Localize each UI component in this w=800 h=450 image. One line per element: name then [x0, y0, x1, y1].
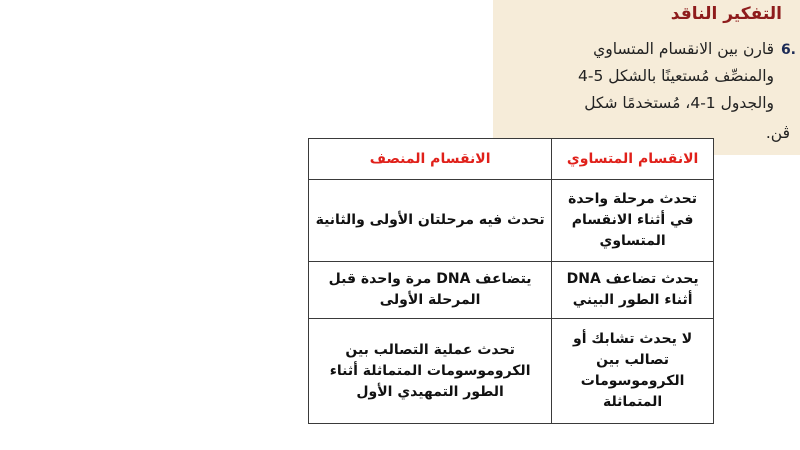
question-last-line: ڤن.	[765, 124, 790, 142]
cell-meiosis: تحدث فيه مرحلتان الأولى والثانية	[309, 180, 552, 262]
section-heading: التفكير الناقد	[670, 4, 782, 24]
table-row	[309, 262, 714, 319]
critical-thinking-box	[493, 0, 800, 155]
header-mitosis: الانقسام المتساوي	[552, 139, 714, 180]
comparison-table	[308, 138, 714, 424]
table-header-row	[309, 139, 714, 180]
question-text	[504, 36, 774, 117]
question-line: والمنصِّف مُستعينًا بالشكل 5-4	[577, 67, 774, 85]
table-row	[309, 319, 714, 424]
cell-mitosis: لا يحدث تشابك أو تصالب بين الكروموسومات المتماثلة	[552, 319, 714, 424]
cell-meiosis: يتضاعف DNA مرة واحدة قبل المرحلة الأولى	[309, 262, 552, 319]
cell-meiosis: تحدث عملية التصالب بين الكروموسومات المتماثلة أثناء الطور التمهيدي الأول	[309, 319, 552, 424]
header-meiosis: الانقسام المنصف	[309, 139, 552, 180]
question-line: والجدول 1-4، مُستخدمًا شكل	[584, 94, 774, 112]
table-row	[309, 180, 714, 262]
question-number: 6.	[780, 42, 796, 58]
cell-mitosis: تحدث مرحلة واحدة في أثناء الانقسام المتساوي	[552, 180, 714, 262]
question-line: قارن بين الانقسام المتساوي	[593, 40, 774, 58]
cell-mitosis: يحدث تضاعف DNA أثناء الطور البيني	[552, 262, 714, 319]
